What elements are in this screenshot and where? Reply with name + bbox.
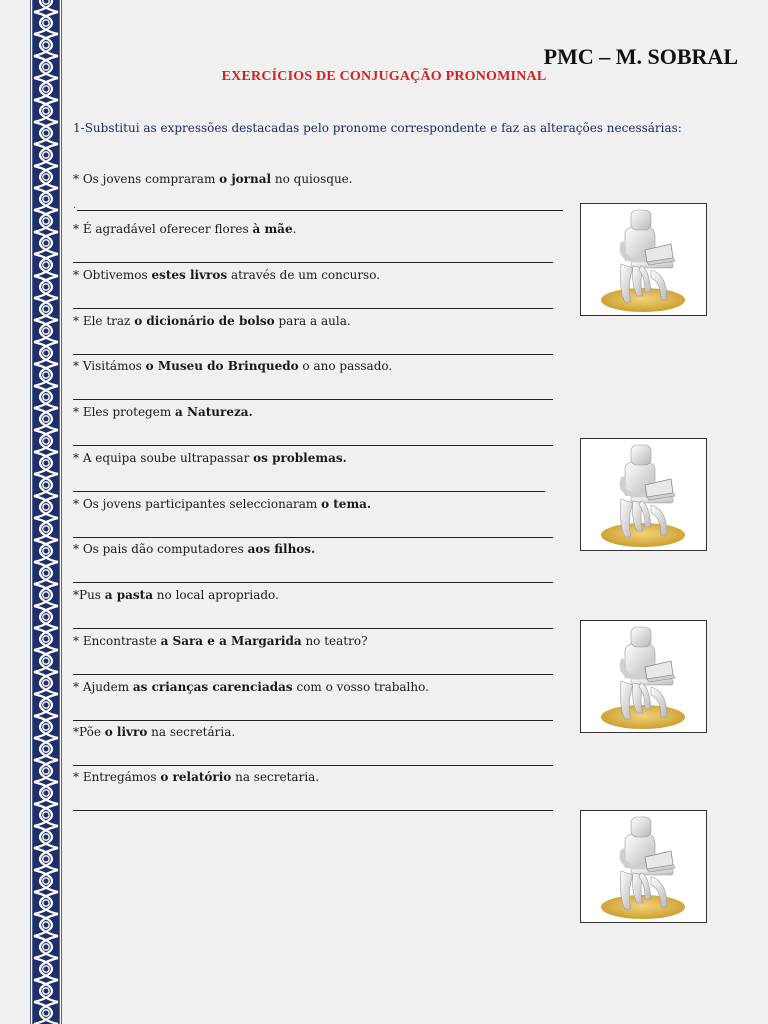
decorative-celtic-border (30, 0, 62, 1024)
sentence-text: com o vosso trabalho. (292, 680, 429, 694)
highlighted-expression: a Sara e a Margarida (160, 634, 302, 648)
sentence-text: * Os jovens compraram (73, 172, 220, 186)
answer-line[interactable] (73, 537, 553, 538)
highlighted-expression: o relatório (160, 770, 232, 784)
sentence-text: * A equipa soube ultrapassar (73, 451, 254, 465)
answer-line[interactable] (73, 582, 553, 583)
answer-line[interactable] (73, 308, 553, 309)
sentence-text: * É agradável oferecer flores (73, 222, 253, 236)
page-title: EXERCÍCIOS DE CONJUGAÇÃO PRONOMINAL (221, 69, 547, 84)
sentence-text: * Visitámos (73, 359, 146, 373)
sentence-text: na secretária. (147, 725, 236, 739)
exercise-sentence (73, 405, 253, 419)
answer-line[interactable] (73, 720, 553, 721)
highlighted-expression: o tema. (321, 497, 372, 511)
line-mark: . (73, 200, 77, 211)
sentence-text: *Pus (73, 588, 105, 602)
exercise-sentence (73, 680, 429, 694)
sentence-text: no teatro? (301, 634, 368, 648)
instruction-text: 1-Substitui as expressões destacadas pelo pronome correspondente e faz as alterações necessárias: (73, 121, 682, 135)
sentence-text: o ano passado. (298, 359, 393, 373)
highlighted-expression: o dicionário de bolso (134, 314, 275, 328)
highlighted-expression: à mãe (252, 222, 293, 236)
exercise-sentence (73, 588, 279, 602)
sentence-text: * Obtivemos (73, 268, 152, 282)
highlighted-expression: estes livros (151, 268, 228, 282)
exercise-sentence (73, 542, 315, 556)
answer-line[interactable] (77, 210, 563, 211)
highlighted-expression: aos filhos. (247, 542, 316, 556)
exercise-sentence (73, 172, 353, 186)
highlighted-expression: o jornal (219, 172, 272, 186)
sentence-text: * Os jovens participantes seleccionaram (73, 497, 322, 511)
sentence-text: * Ele traz (73, 314, 135, 328)
highlighted-expression: o livro (104, 725, 148, 739)
answer-line[interactable] (73, 445, 553, 446)
answer-line[interactable] (73, 262, 553, 263)
sentence-text: para a aula. (274, 314, 351, 328)
sentence-text: * Eles protegem (73, 405, 176, 419)
highlighted-expression: as crianças carenciadas (132, 680, 293, 694)
answer-line[interactable] (73, 674, 553, 675)
sentence-text: * Entregámos (73, 770, 161, 784)
answer-line[interactable] (73, 399, 553, 400)
highlighted-expression: o Museu do Brinquedo (145, 359, 299, 373)
sentence-text: através de um concurso. (227, 268, 381, 282)
exercise-sentence (73, 634, 368, 648)
answer-line[interactable] (73, 628, 553, 629)
answer-line[interactable] (73, 491, 545, 492)
sentence-text: na secretaria. (231, 770, 320, 784)
exercise-sentence (73, 770, 319, 784)
highlighted-expression: a pasta (104, 588, 153, 602)
sentence-text: * Encontraste (73, 634, 161, 648)
exercise-sentence (73, 725, 235, 739)
highlighted-expression: a Natureza. (175, 405, 253, 419)
exercise-sentence (73, 451, 347, 465)
sentence-text: *Põe (73, 725, 105, 739)
school-name: PMC – M. SOBRAL (543, 44, 738, 69)
answer-line[interactable] (73, 810, 553, 811)
person-at-laptop-icon (580, 810, 707, 923)
sentence-text: no local apropriado. (152, 588, 279, 602)
exercise-sentence (73, 314, 351, 328)
answer-line[interactable] (73, 354, 553, 355)
answer-line[interactable] (73, 765, 553, 766)
highlighted-expression: os problemas. (253, 451, 347, 465)
sentence-text: * Ajudem (73, 680, 133, 694)
sentence-text: * Os pais dão computadores (73, 542, 248, 556)
exercise-sentence (73, 222, 296, 236)
exercise-sentence (73, 359, 392, 373)
person-at-laptop-icon (580, 438, 707, 551)
exercise-sentence (73, 497, 371, 511)
sentence-text: no quiosque. (271, 172, 353, 186)
person-at-laptop-icon (580, 203, 707, 316)
sentence-text: . (292, 222, 297, 236)
person-at-laptop-icon (580, 620, 707, 733)
exercise-sentence (73, 268, 380, 282)
